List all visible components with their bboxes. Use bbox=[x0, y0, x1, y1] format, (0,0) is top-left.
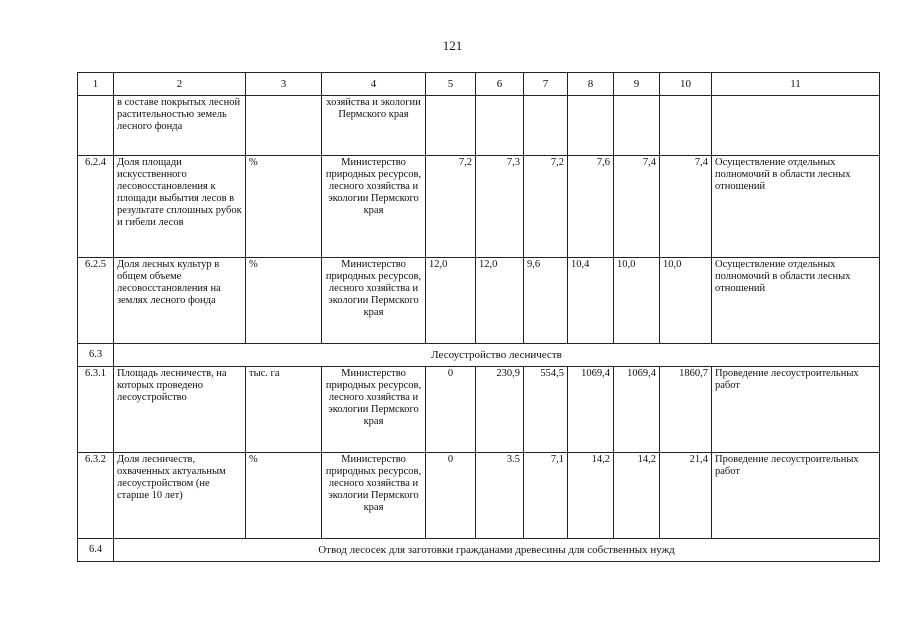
value-col5: 7,2 bbox=[426, 156, 476, 258]
value-col5: 12,0 bbox=[426, 258, 476, 344]
value-col10: 10,0 bbox=[660, 258, 712, 344]
value-col7: 7,2 bbox=[524, 156, 568, 258]
column-header: 1 bbox=[78, 73, 114, 96]
value-col5: 0 bbox=[426, 367, 476, 453]
note bbox=[712, 96, 880, 156]
value-col6: 12,0 bbox=[476, 258, 524, 344]
unit bbox=[246, 96, 322, 156]
indicator-name: Доля площади искусственного лесовосстановления к площади выбытия лесов в результате сплошных рубок и гибели лесов bbox=[114, 156, 246, 258]
value-col8 bbox=[568, 96, 614, 156]
value-col7 bbox=[524, 96, 568, 156]
column-header: 9 bbox=[614, 73, 660, 96]
responsible: хозяйства и экологии Пермского края bbox=[322, 96, 426, 156]
column-header: 5 bbox=[426, 73, 476, 96]
column-header: 8 bbox=[568, 73, 614, 96]
value-col9: 10,0 bbox=[614, 258, 660, 344]
column-header: 11 bbox=[712, 73, 880, 96]
value-col9: 14,2 bbox=[614, 453, 660, 539]
value-col9: 1069,4 bbox=[614, 367, 660, 453]
value-col6: 3.5 bbox=[476, 453, 524, 539]
indicator-name: Площадь лесничеств, на которых проведено лесоустройство bbox=[114, 367, 246, 453]
row-number: 6.2.4 bbox=[78, 156, 114, 258]
value-col10: 21,4 bbox=[660, 453, 712, 539]
column-header: 4 bbox=[322, 73, 426, 96]
section-number: 6.3 bbox=[78, 344, 114, 367]
value-col10: 1860,7 bbox=[660, 367, 712, 453]
value-col6: 230,9 bbox=[476, 367, 524, 453]
column-header: 3 bbox=[246, 73, 322, 96]
column-header: 2 bbox=[114, 73, 246, 96]
indicator-name: в составе покрытых лесной растительностью земель лесного фонда bbox=[114, 96, 246, 156]
indicators-table bbox=[77, 72, 880, 562]
table-row bbox=[78, 453, 880, 539]
unit: % bbox=[246, 258, 322, 344]
table-row bbox=[78, 367, 880, 453]
section-row bbox=[78, 539, 880, 562]
note: Осуществление отдельных полномочий в области лесных отношений bbox=[712, 156, 880, 258]
unit: % bbox=[246, 156, 322, 258]
table-row bbox=[78, 96, 880, 156]
responsible: Министерство природных ресурсов, лесного хозяйства и экологии Пермского края bbox=[322, 258, 426, 344]
responsible: Министерство природных ресурсов, лесного хозяйства и экологии Пермского края bbox=[322, 453, 426, 539]
row-number: 6.2.5 bbox=[78, 258, 114, 344]
value-col10 bbox=[660, 96, 712, 156]
row-number: 6.3.2 bbox=[78, 453, 114, 539]
value-col10: 7,4 bbox=[660, 156, 712, 258]
responsible: Министерство природных ресурсов, лесного хозяйства и экологии Пермского края bbox=[322, 156, 426, 258]
value-col7: 7,1 bbox=[524, 453, 568, 539]
value-col8: 1069,4 bbox=[568, 367, 614, 453]
note: Проведение лесоустроительных работ bbox=[712, 367, 880, 453]
value-col6: 7,3 bbox=[476, 156, 524, 258]
section-title: Отвод лесосек для заготовки гражданами древесины для собственных нужд bbox=[114, 539, 880, 562]
unit: тыс. га bbox=[246, 367, 322, 453]
column-header: 6 bbox=[476, 73, 524, 96]
indicator-name: Доля лесничеств, охваченных актуальным лесоустройством (не старше 10 лет) bbox=[114, 453, 246, 539]
section-row bbox=[78, 344, 880, 367]
section-title: Лесоустройство лесничеств bbox=[114, 344, 880, 367]
value-col5: 0 bbox=[426, 453, 476, 539]
value-col7: 9,6 bbox=[524, 258, 568, 344]
responsible: Министерство природных ресурсов, лесного хозяйства и экологии Пермского края bbox=[322, 367, 426, 453]
column-header: 7 bbox=[524, 73, 568, 96]
page-number: 121 bbox=[442, 38, 463, 53]
note: Осуществление отдельных полномочий в области лесных отношений bbox=[712, 258, 880, 344]
value-col7: 554,5 bbox=[524, 367, 568, 453]
row-number: 6.3.1 bbox=[78, 367, 114, 453]
table-row bbox=[78, 156, 880, 258]
row-number bbox=[78, 96, 114, 156]
unit: % bbox=[246, 453, 322, 539]
value-col8: 10,4 bbox=[568, 258, 614, 344]
value-col9 bbox=[614, 96, 660, 156]
indicator-name: Доля лесных культур в общем объеме лесовосстановления на землях лесного фонда bbox=[114, 258, 246, 344]
value-col6 bbox=[476, 96, 524, 156]
value-col8: 7,6 bbox=[568, 156, 614, 258]
value-col9: 7,4 bbox=[614, 156, 660, 258]
table-row bbox=[78, 258, 880, 344]
value-col5 bbox=[426, 96, 476, 156]
column-header: 10 bbox=[660, 73, 712, 96]
column-number-header-row bbox=[78, 73, 880, 96]
note: Проведение лесоустроительных работ bbox=[712, 453, 880, 539]
value-col8: 14,2 bbox=[568, 453, 614, 539]
section-number: 6.4 bbox=[78, 539, 114, 562]
